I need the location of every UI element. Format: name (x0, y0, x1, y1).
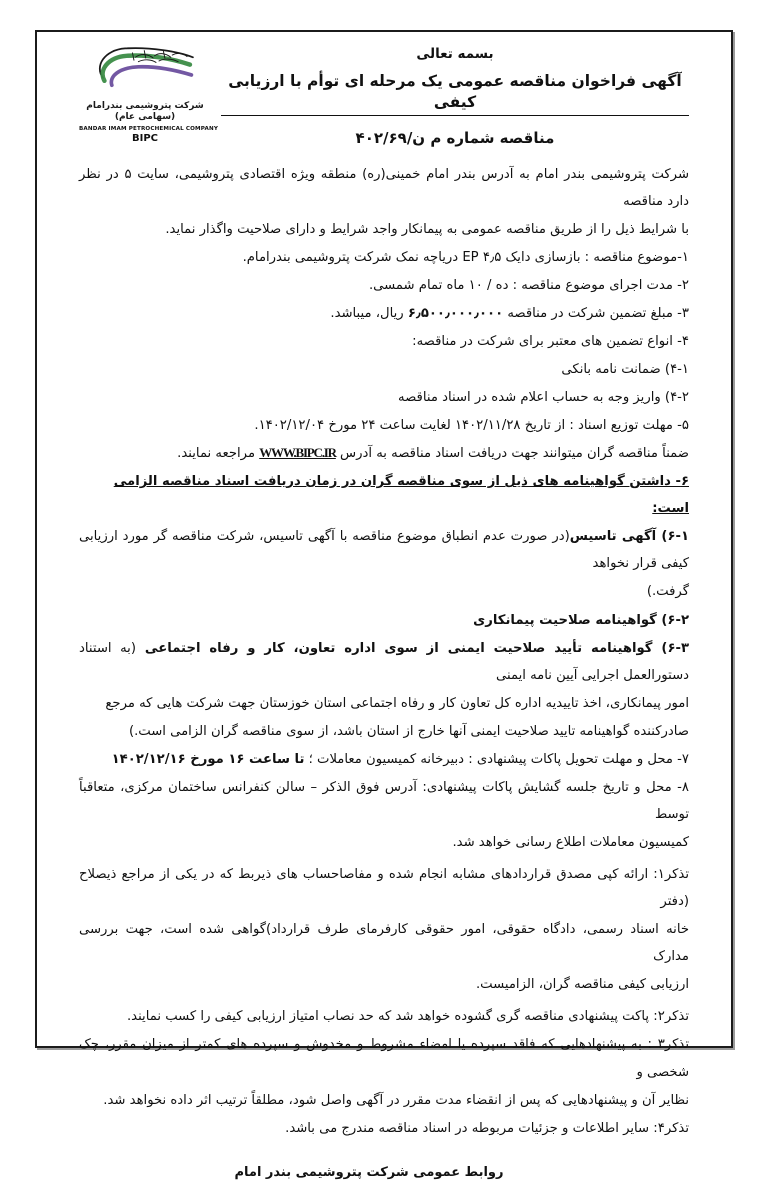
document-footer-signature: روابط عمومی شرکت پتروشیمی بندر امام (234, 1164, 504, 1180)
logo-company-name-en: BANDAR IMAM PETROCHEMICAL COMPANY (79, 125, 219, 132)
clause-guarantee-suffix: ریال، میباشد. (330, 305, 408, 321)
clause-guarantee-type-bank: ۴-۱) ضمانت نامه بانکی (561, 361, 689, 377)
intro-line-1: شرکت پتروشیمی بندر امام به آدرس بندر امام خمینی(ره) منطقه ویژه اقتصادی پتروشیمی، سایت ۵ در نظر دارد مناقصه (79, 166, 690, 209)
clause-duration: ۲- مدت اجرای موضوع مناقصه : ده / ۱۰ ماه تمام شمسی. (368, 277, 689, 293)
clause-cert-safety (79, 635, 689, 689)
bid-submission-deadline: تا ساعت ۱۶ مورخ ۱۴۰۲/۱۲/۱۶ (111, 751, 305, 767)
header-title-block (211, 40, 689, 149)
logo-company-name-fa: شرکت پتروشیمی بندرامام (سهامی عام) (86, 101, 204, 122)
note-2-line-1: تذکر۲: پاکت پیشنهادی مناقصه گری گشوده خواهد شد که حد نصاب امتیاز ارزیابی کیفی را کسب نمایند. (126, 1009, 689, 1025)
cert-safety-label: ۶-۳) گواهینامه تأیید صلاحیت ایمنی از سوی اداره تعاون، کار و رفاه اجتماعی (135, 640, 690, 656)
clause-guarantee-types: ۴- انواع تضمین های معتبر برای شرکت در مناقصه: (412, 333, 689, 349)
bid-submission-prefix: ۷- محل و مهلت تحویل پاکات پیشنهادی : دبیرخانه کمیسیون معاملات ؛ (304, 751, 689, 767)
cert-establishment-detail: (در صورت عدم انطباق موضوع مناقصه با آگهی تاسیس، شرکت مناقصه گر مورد ارزیابی کیفی قرار نخواهد (79, 529, 689, 572)
document-header (79, 40, 689, 149)
website-suffix-text: مراجعه نمایند. (177, 446, 260, 462)
note-3-line-2: نظایر آن و پیشنهادهایی که پس از انقضاء مدت مقرر در آگهی واصل شود، مطلقاً ترتیب اثر داده نخواهد شد. (103, 1092, 689, 1108)
tender-number: مناقصه شماره م ن/۴۰۲/۶۹ (355, 129, 555, 148)
document-content (79, 161, 689, 1186)
clause-required-certificates: ۶- داشتن گواهینامه های ذیل از سوی مناقصه گران در زمان دریافت اسناد مناقصه الزامی است: (113, 474, 689, 517)
clause-cert-establishment-cont: گرفت.) (646, 584, 689, 600)
cert-safety-detail: (به استناد دستورالعمل اجرایی آیین نامه ایمنی (79, 640, 689, 683)
clause-guarantee-prefix: ۳- مبلغ تضمین شرکت در مناقصه (503, 305, 689, 321)
note-1-line-2: خانه اسناد رسمی، دادگاه حقوقی، امور حقوقی کارفرمای طرف قرارداد)گواهی شده است، جهت بررسی مدارک (79, 922, 689, 965)
clause-cert-safety-cont-2: صادرکننده گواهینامه تایید صلاحیت ایمنی آنها خارج از استان باشد، از سوی مناقصه گران الزامی است.) (128, 723, 689, 739)
note-1-line-3: ارزیابی کیفی مناقصه گران، الزامیست. (475, 977, 689, 993)
website-prefix-text: ضمناً مناقصه گران میتوانند جهت دریافت اسناد مناقصه به آدرس (335, 446, 689, 462)
cert-establishment-label: ۶-۱) آگهی تاسیس (569, 529, 690, 545)
company-logo (79, 40, 219, 144)
note-4-line-1: تذکر۴: سایر اطلاعات و جزئیات مربوطه در اسناد مناقصه مندرج می باشد. (285, 1120, 689, 1136)
clause-bid-opening-cont: کمیسیون معاملات اطلاع رسانی خواهد شد. (452, 835, 689, 851)
clause-cert-safety-cont-1: امور پیمانکاری، اخذ تاییدیه اداره کل تعاون کار و رفاه اجتماعی استان خوزستان جهت شرکت هایی که مرجع (105, 695, 689, 711)
clause-cert-contractor-qualification: ۶-۲) گواهینامه صلاحیت پیمانکاری (473, 612, 689, 628)
bismillah-text: بسمه تعالی (416, 46, 494, 62)
clause-bid-opening: ۸- محل و تاریخ جلسه گشایش پاکات پیشنهادی: آدرس فوق الذکر – سالن کنفرانس ساختمان مرکزی، متعاقباً توسط (79, 779, 689, 822)
guarantee-amount-value: ۶٫۵۰۰٫۰۰۰٫۰۰۰ (407, 305, 504, 321)
intro-line-2: با شرایط ذیل را از طریق مناقصه عمومی به پیمانکار واجد شرایط و دارای صلاحیت واگذار نماید. (165, 221, 689, 237)
clause-guarantee-amount (79, 300, 689, 327)
clause-subject: ۱-موضوع مناقصه : بازسازی دایک ۴٫۵ EP دریاچه نمک شرکت پتروشیمی بندرامام. (242, 249, 689, 265)
clause-document-distribution: ۵- مهلت توزیع اسناد : از تاریخ ۱۴۰۲/۱۱/۲۸ لغایت ساعت ۲۴ مورخ ۱۴۰۲/۱۲/۰۴. (254, 418, 689, 434)
clause-bid-submission (79, 746, 689, 773)
document-body (37, 32, 731, 1180)
clause-cert-establishment (79, 523, 689, 577)
logo-abbreviation: BIPC (131, 132, 158, 144)
note-1-line-1: تذکر۱: ارائه کپی مصدق قراردادهای مشابه انجام شده و مفاصاحساب های ذیربط که در یکی از مراجع ذیصلاح (دفتر (79, 867, 689, 910)
clause-guarantee-type-deposit: ۴-۲) واریز وجه به حساب اعلام شده در اسناد مناقصه (398, 390, 689, 406)
tender-website-url[interactable]: WWW.BIPC.IR (259, 445, 336, 461)
note-3-line-1: تذکر۳ : به پیشنهادهایی که فاقد سپرده یا امضاء مشروط و مخدوش و سپرده های کمتر از میزان مقرر، چک شخصی و (79, 1037, 689, 1080)
bipc-logo-icon (89, 44, 201, 100)
document-page-border (35, 30, 733, 1180)
clause-website (79, 440, 689, 467)
page-title: آگهی فراخوان مناقصه عمومی یک مرحله ای توأم با ارزیابی کیفی (221, 71, 689, 116)
